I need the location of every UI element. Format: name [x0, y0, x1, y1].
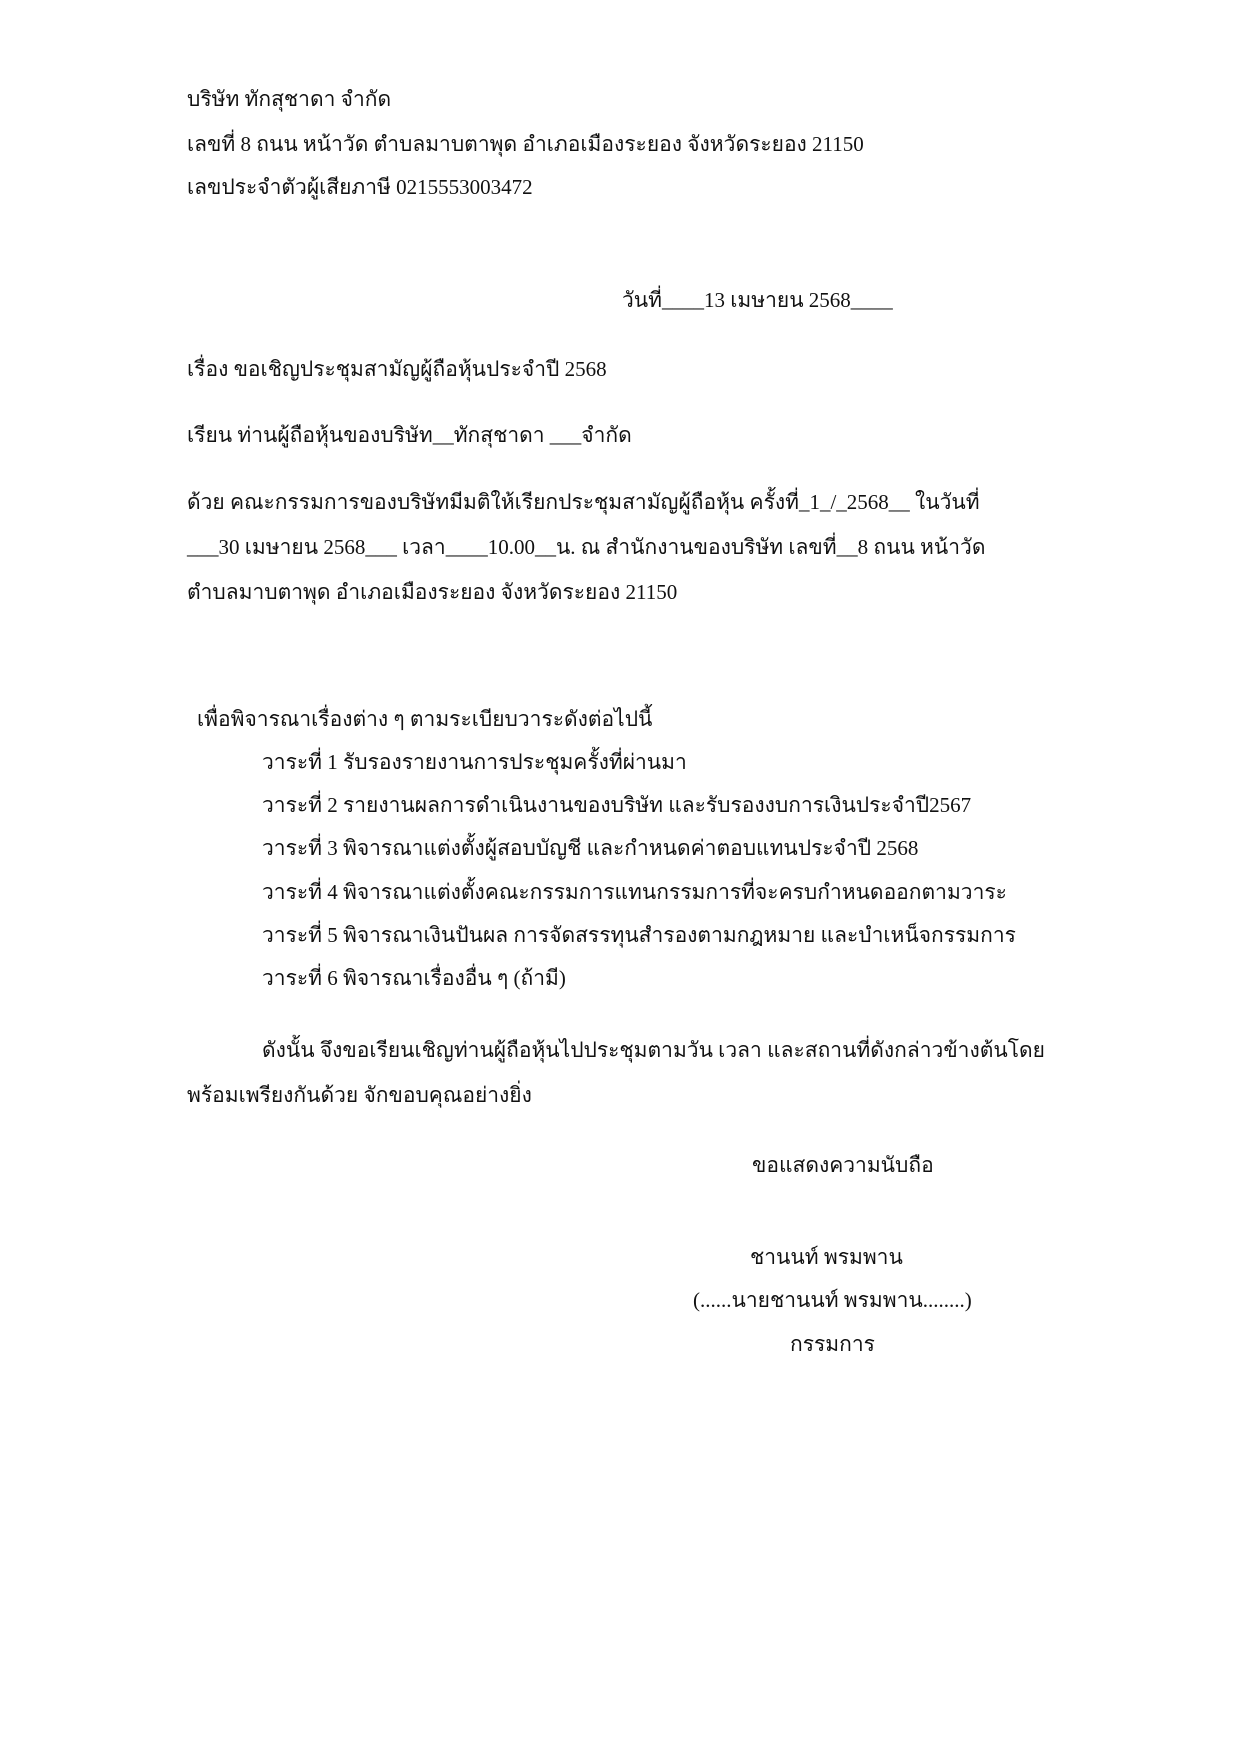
signer-name: ชานนท์ พรมพาน [750, 1245, 903, 1269]
salutation-line: เรียน ท่านผู้ถือหุ้นของบริษัท__ทักสุชาดา ___จำกัด [187, 423, 632, 447]
signer-position: กรรมการ [790, 1332, 875, 1356]
body-line-3: ตำบลมาบตาพุด อำเภอเมืองระยอง จังหวัดระยอง 21150 [187, 580, 678, 604]
agenda-item: วาระที่ 6 พิจารณาเรื่องอื่น ๆ (ถ้ามี) [262, 966, 566, 990]
company-name: บริษัท ทักสุชาดา จำกัด [187, 87, 392, 111]
agenda-item: วาระที่ 4 พิจารณาแต่งตั้งคณะกรรมการแทนกรรมการที่จะครบกำหนดออกตามวาระ [262, 880, 1007, 904]
body-line-2: ___30 เมษายน 2568___ เวลา____10.00__น. ณ สำนักงานของบริษัท เลขที่__8 ถนน หน้าวัด [187, 535, 986, 559]
subject-line: เรื่อง ขอเชิญประชุมสามัญผู้ถือหุ้นประจำปี 2568 [187, 357, 607, 381]
company-address: เลขที่ 8 ถนน หน้าวัด ตำบลมาบตาพุด อำเภอเมืองระยอง จังหวัดระยอง 21150 [187, 132, 864, 156]
regards-line: ขอแสดงความนับถือ [752, 1153, 934, 1177]
agenda-item: วาระที่ 1 รับรองรายงานการประชุมครั้งที่ผ่านมา [262, 750, 687, 774]
closing-line-1: ดังนั้น จึงขอเรียนเชิญท่านผู้ถือหุ้นไปประชุมตามวัน เวลา และสถานที่ดังกล่าวข้างต้นโดย [262, 1038, 1045, 1062]
agenda-intro: เพื่อพิจารณาเรื่องต่าง ๆ ตามระเบียบวาระดังต่อไปนี้ [197, 707, 653, 731]
signer-full-name: (......นายชานนท์ พรมพาน........) [693, 1288, 972, 1312]
body-line-1: ด้วย คณะกรรมการของบริษัทมีมติให้เรียกประชุมสามัญผู้ถือหุ้น ครั้งที่_1_/_2568__ ในวันที่ [187, 490, 980, 514]
agenda-item: วาระที่ 5 พิจารณาเงินปันผล การจัดสรรทุนสำรองตามกฎหมาย และบำเหน็จกรรมการ [262, 923, 1016, 947]
closing-line-2: พร้อมเพรียงกันด้วย จักขอบคุณอย่างยิ่ง [187, 1083, 532, 1107]
date-line: วันที่____13 เมษายน 2568____ [622, 288, 893, 312]
agenda-item: วาระที่ 3 พิจารณาแต่งตั้งผู้สอบบัญชี และกำหนดค่าตอบแทนประจำปี 2568 [262, 836, 919, 860]
tax-id: เลขประจำตัวผู้เสียภาษี 0215553003472 [187, 175, 533, 199]
agenda-item: วาระที่ 2 รายงานผลการดำเนินงานของบริษัท และรับรองงบการเงินประจำปี2567 [262, 793, 972, 817]
